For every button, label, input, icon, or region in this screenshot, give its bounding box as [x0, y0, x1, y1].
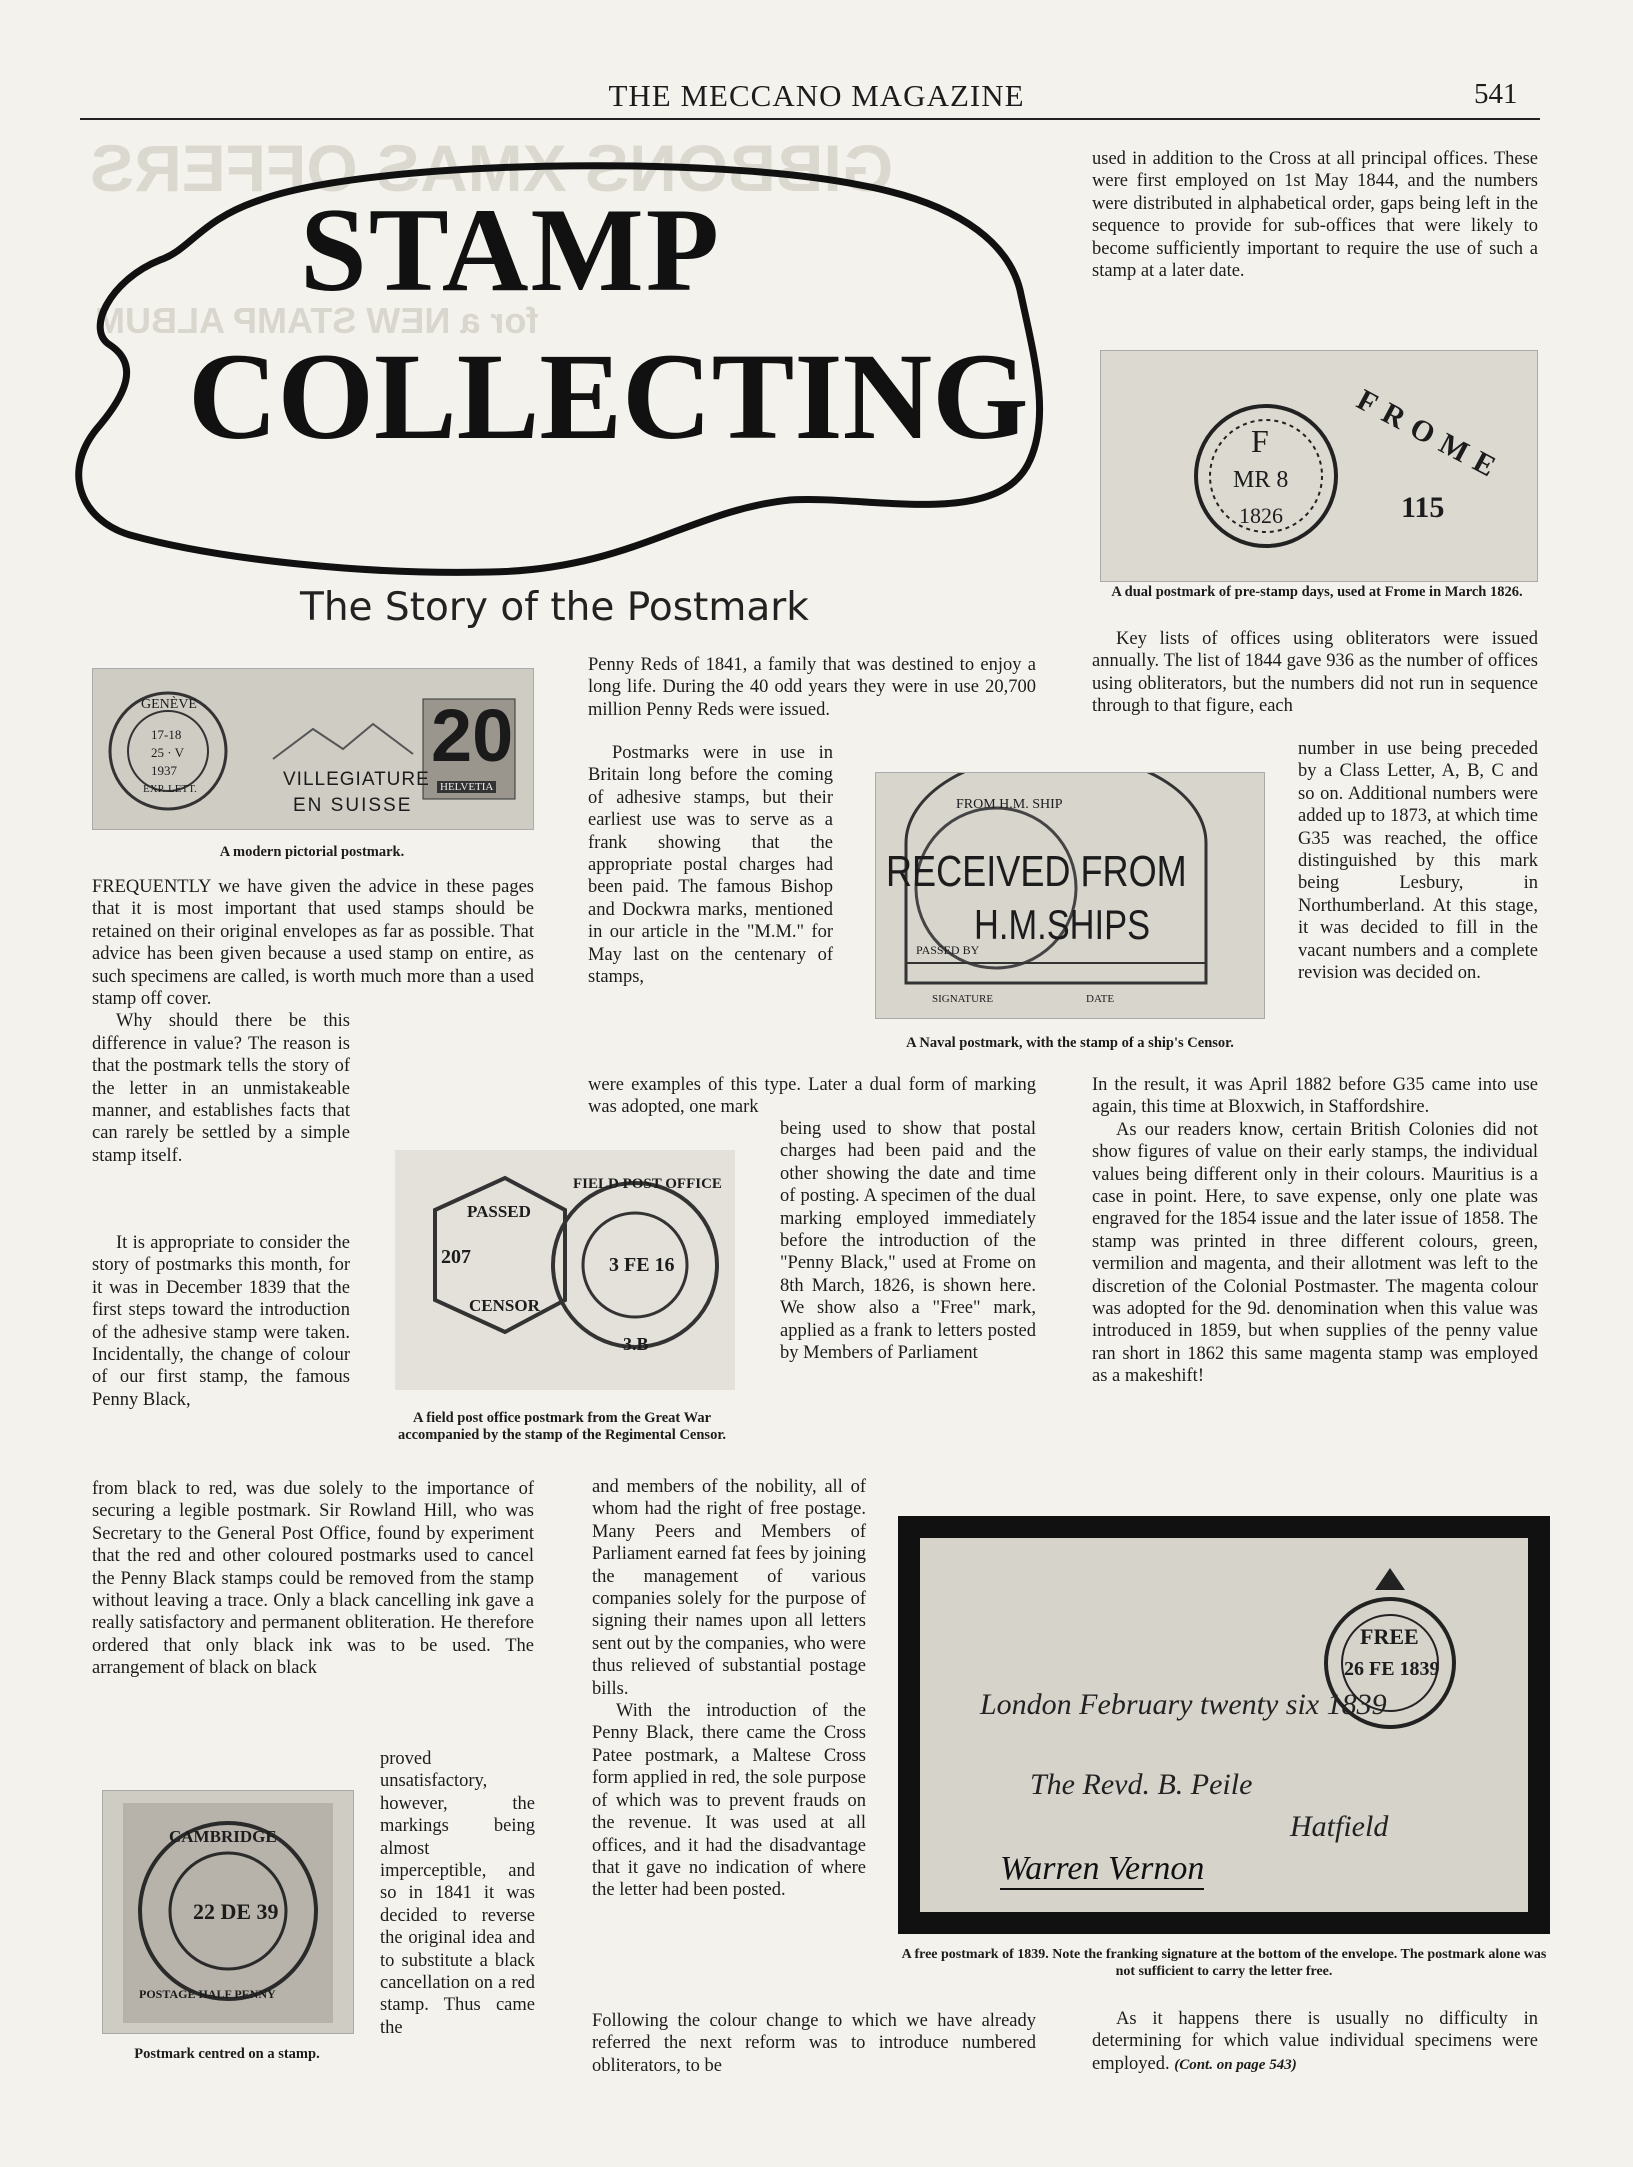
figure-centred-postmark [102, 1790, 354, 2034]
column-left-lower [92, 1478, 534, 1680]
title-stamp: STAMP [300, 183, 722, 316]
paragraph: In the result, it was April 1882 before G35 came into use again, this time at Bloxwich, in Staffordshire. [1092, 1075, 1538, 1118]
centred-ring-text: POSTAGE HALF PENNY [139, 1987, 276, 2001]
pictorial-cancel-text: EN SUISSE [293, 795, 413, 816]
article-subtitle: The Story of the Postmark [300, 585, 809, 630]
paragraph: Why should there be this difference in value? The reason is that the postmark tells the story of the letter in an unmistakeable manner, and establishes facts that can rarely be settled by a simple stamp itself. [92, 1011, 350, 1166]
frome-date: MR 8 [1233, 467, 1289, 493]
naval-ring-text: FROM H.M. SHIP [956, 797, 1063, 812]
naval-date-label: DATE [1086, 993, 1115, 1005]
column-right-bottom [1092, 2008, 1538, 2076]
header-rule [80, 118, 1540, 120]
envelope [920, 1538, 1528, 1912]
frome-year: 1826 [1239, 503, 1283, 528]
column-middle-lower [592, 1476, 866, 1902]
handwriting-line: Hatfield [1290, 1810, 1389, 1843]
column-left-top [92, 876, 534, 1167]
paragraph: from black to red, was due solely to the importance of securing a legible postmark. Sir Rowland Hill, who was Secretary to the General Post Office, found by experiment that the red and other coloured postmarks used to cancel the Penny Black stamps could be removed from the stamp without leaving a trace. Only a black cancelling ink gave a really satisfactory and permanent obliteration. He therefore ordered that only black ink was to be used. The arrangement of black on black [92, 1479, 534, 1679]
caption-field: A field post office postmark from the Great War accompanied by the stamp of the Regimental Censor. [397, 1410, 727, 1443]
column-right-a [1092, 628, 1538, 718]
paragraph: were examples of this type. Later a dual form of marking was adopted, one mark [588, 1075, 1036, 1118]
field-censor-text: PASSED [467, 1202, 531, 1221]
figure-field-postmark [395, 1150, 735, 1390]
magazine-title: THE MECCANO MAGAZINE [608, 78, 1025, 113]
bleed-through-text: for a NEW STAMP ALBUM [95, 300, 539, 341]
stamp-label: HELVETIA [437, 781, 496, 793]
column-middle-wrap [588, 742, 833, 988]
page-number: 541 [1474, 78, 1518, 110]
pictorial-date: 25 · V [151, 745, 184, 760]
centred-date: 22 DE 39 [193, 1899, 279, 1924]
paragraph: With the introduction of the Penny Black, there came the Cross Patee postmark, a Maltese Cross form applied in red, the sole purpose of which was to prevent frauds on the revenue. It was used at all offices, and it had the disadvantage that it gave no indication of where the letter had been posted. [592, 1701, 866, 1901]
naval-line2: H.M.SHIPS [974, 901, 1151, 948]
figure-free-postmark [898, 1516, 1550, 1934]
column-right-b [1298, 738, 1538, 984]
paragraph [1092, 2008, 1538, 2076]
pictorial-cancel-text: VILLEGIATURE [283, 769, 430, 790]
centred-ring-text: CAMBRIDGE [169, 1827, 277, 1846]
pictorial-date: 17-18 [151, 727, 182, 742]
stamp-value: 20 [431, 694, 514, 777]
paragraph: Key lists of offices using obliterators were issued annually. The list of 1844 gave 936 as the number of offices using obliterators, but the numbers did not run in sequence through to that figure, each [1092, 629, 1538, 717]
continued-note: (Cont. on page 543) [1174, 2056, 1297, 2073]
paragraph: number in use being preceded by a Class Letter, A, B, C and so on. Additional numbers were added up to 1873, at which time G35 was reached, the office distinguished by this mark being Lesbury, in Northumberland. At this stage, it was decided to fill in the vacant numbers and a complete revision was decided on. [1298, 739, 1538, 984]
column-middle-bottom [592, 2010, 1036, 2077]
caption-naval: A Naval postmark, with the stamp of a ship's Censor. [906, 1035, 1234, 1051]
title-collecting: COLLECTING [188, 328, 1029, 465]
naval-ring-text: PASSED BY [916, 943, 980, 957]
naval-line1: RECEIVED FROM [886, 847, 1187, 896]
column-middle-narrow [780, 1118, 1036, 1364]
field-letter: 3.B [623, 1334, 649, 1354]
pictorial-ring-text: GENÈVE [141, 697, 197, 712]
closing-text: As it happens there is usually no difficulty in determining for which value individual specimens were employed. [1092, 2009, 1538, 2074]
paragraph: proved unsatisfactory, however, the markings being almost imperceptible, and so in 1841 it was decided to reverse the original idea and to substitute a black cancellation on a red stamp. Thus came the [380, 1749, 535, 2038]
column-left-bottom [380, 1748, 535, 2039]
column-right-top [1092, 148, 1538, 282]
column-left-mid [92, 1232, 350, 1411]
caption-centred: Postmark centred on a stamp. [134, 2046, 320, 2062]
intro-paragraph: FREQUENTLY we have given the advice in these pages that it is most important that used stamps should be retained on their original envelopes as far as possible. That advice has been given because a used stamp on entire, as such specimens are called, is worth much more than a used stamp off cover. [92, 877, 534, 1010]
franking-signature: Warren Vernon [1000, 1850, 1204, 1890]
naval-signature-label: SIGNATURE [932, 993, 994, 1005]
column-middle-top [588, 654, 1036, 721]
free-stamp-text: FREE [1360, 1624, 1419, 1649]
frome-town: FROME [1351, 382, 1510, 489]
figure-pictorial-postmark [92, 668, 534, 830]
caption-frome: A dual postmark of pre-stamp days, used at Frome in March 1826. [1111, 584, 1523, 600]
frome-number: 115 [1401, 491, 1445, 524]
bleed-through-text: GIBBONS XMAS OFFERS [90, 131, 894, 205]
caption-pictorial: A modern pictorial postmark. [219, 844, 405, 860]
field-fpo-text: FIELD POST OFFICE [573, 1176, 722, 1192]
free-stamp-date: 26 FE 1839 [1344, 1658, 1440, 1680]
handwriting-line: London February twenty six 1839 [980, 1688, 1387, 1721]
figure-naval-postmark [875, 772, 1265, 1019]
column-middle-full [588, 1074, 1036, 1119]
caption-free: A free postmark of 1839. Note the franking signature at the bottom of the envelope. The postmark alone was not sufficient to carry the letter free. [901, 1947, 1547, 1979]
column-right-c [1092, 1074, 1538, 1388]
pictorial-ring-text: EXP. LETT. [143, 783, 197, 795]
handwriting-line: The Revd. B. Peile [1030, 1768, 1253, 1801]
paragraph: and members of the nobility, all of whom had the right of free postage. Many Peers and Members of Parliament earned fat fees by joining the management of various companies solely for the purpose of signing their names upon all letters sent out by the companies, who were thus relieved of substantial postage bills. [592, 1477, 866, 1699]
figure-frome-postmark [1100, 350, 1538, 582]
frome-letter: F [1251, 423, 1269, 459]
paragraph: Following the colour change to which we have already referred the next reform was to introduce numbered obliterators, to be [592, 2011, 1036, 2076]
field-censor-no: 207 [441, 1246, 471, 1268]
field-censor-text: CENSOR [469, 1296, 540, 1315]
paragraph: Penny Reds of 1841, a family that was destined to enjoy a long life. During the 40 odd years they were in use 20,700 million Penny Reds were issued. [588, 655, 1036, 720]
paragraph: used in addition to the Cross at all principal offices. These were first employed on 1st May 1844, and the numbers were distributed in alphabetical order, gaps being left in the sequence to provide for sub-offices that were likely to become sufficiently important to require the use of such a stamp at a later date. [1092, 149, 1538, 282]
paragraph: As our readers know, certain British Colonies did not show figures of value on their early stamps, the individual values being different only in their colours. Mauritius is a case in point. Here, to save expense, only one plate was engraved for the 1854 issue and the later issue of 1858. The stamp was printed in three different colours, green, vermilion and magenta, and their allotment was left to the discretion of the Colonial Postmaster. The magenta colour was adopted for the 9d. denomination when this value was introduced in 1859, but when supplies of the penny value ran short in 1862 this same magenta stamp was employed as a makeshift! [1092, 1119, 1538, 1387]
paragraph: It is appropriate to consider the story of postmarks this month, for it was in December 1839 that the first steps toward the introduction of the adhesive stamp were taken. Incidentally, the change of colour of our first stamp, the famous Penny Black, [92, 1233, 350, 1410]
paragraph: being used to show that postal charges had been paid and the other showing the date and time of posting. A specimen of the dual marking employed immediately before the introduction of the "Penny Black," used at Frome on 8th March, 1826, is shown here. We show also a "Free" mark, applied as a frank to letters posted by Members of Parliament [780, 1119, 1036, 1364]
paragraph: Postmarks were in use in Britain long before the coming of adhesive stamps, but their earliest use was to serve as a frank showing that the appropriate postal charges had been paid. The famous Bishop and Dockwra marks, mentioned in our article in the "M.M." for May last on the centenary of stamps, [588, 743, 833, 988]
pictorial-date: 1937 [151, 763, 177, 778]
field-date: 3 FE 16 [609, 1254, 675, 1276]
